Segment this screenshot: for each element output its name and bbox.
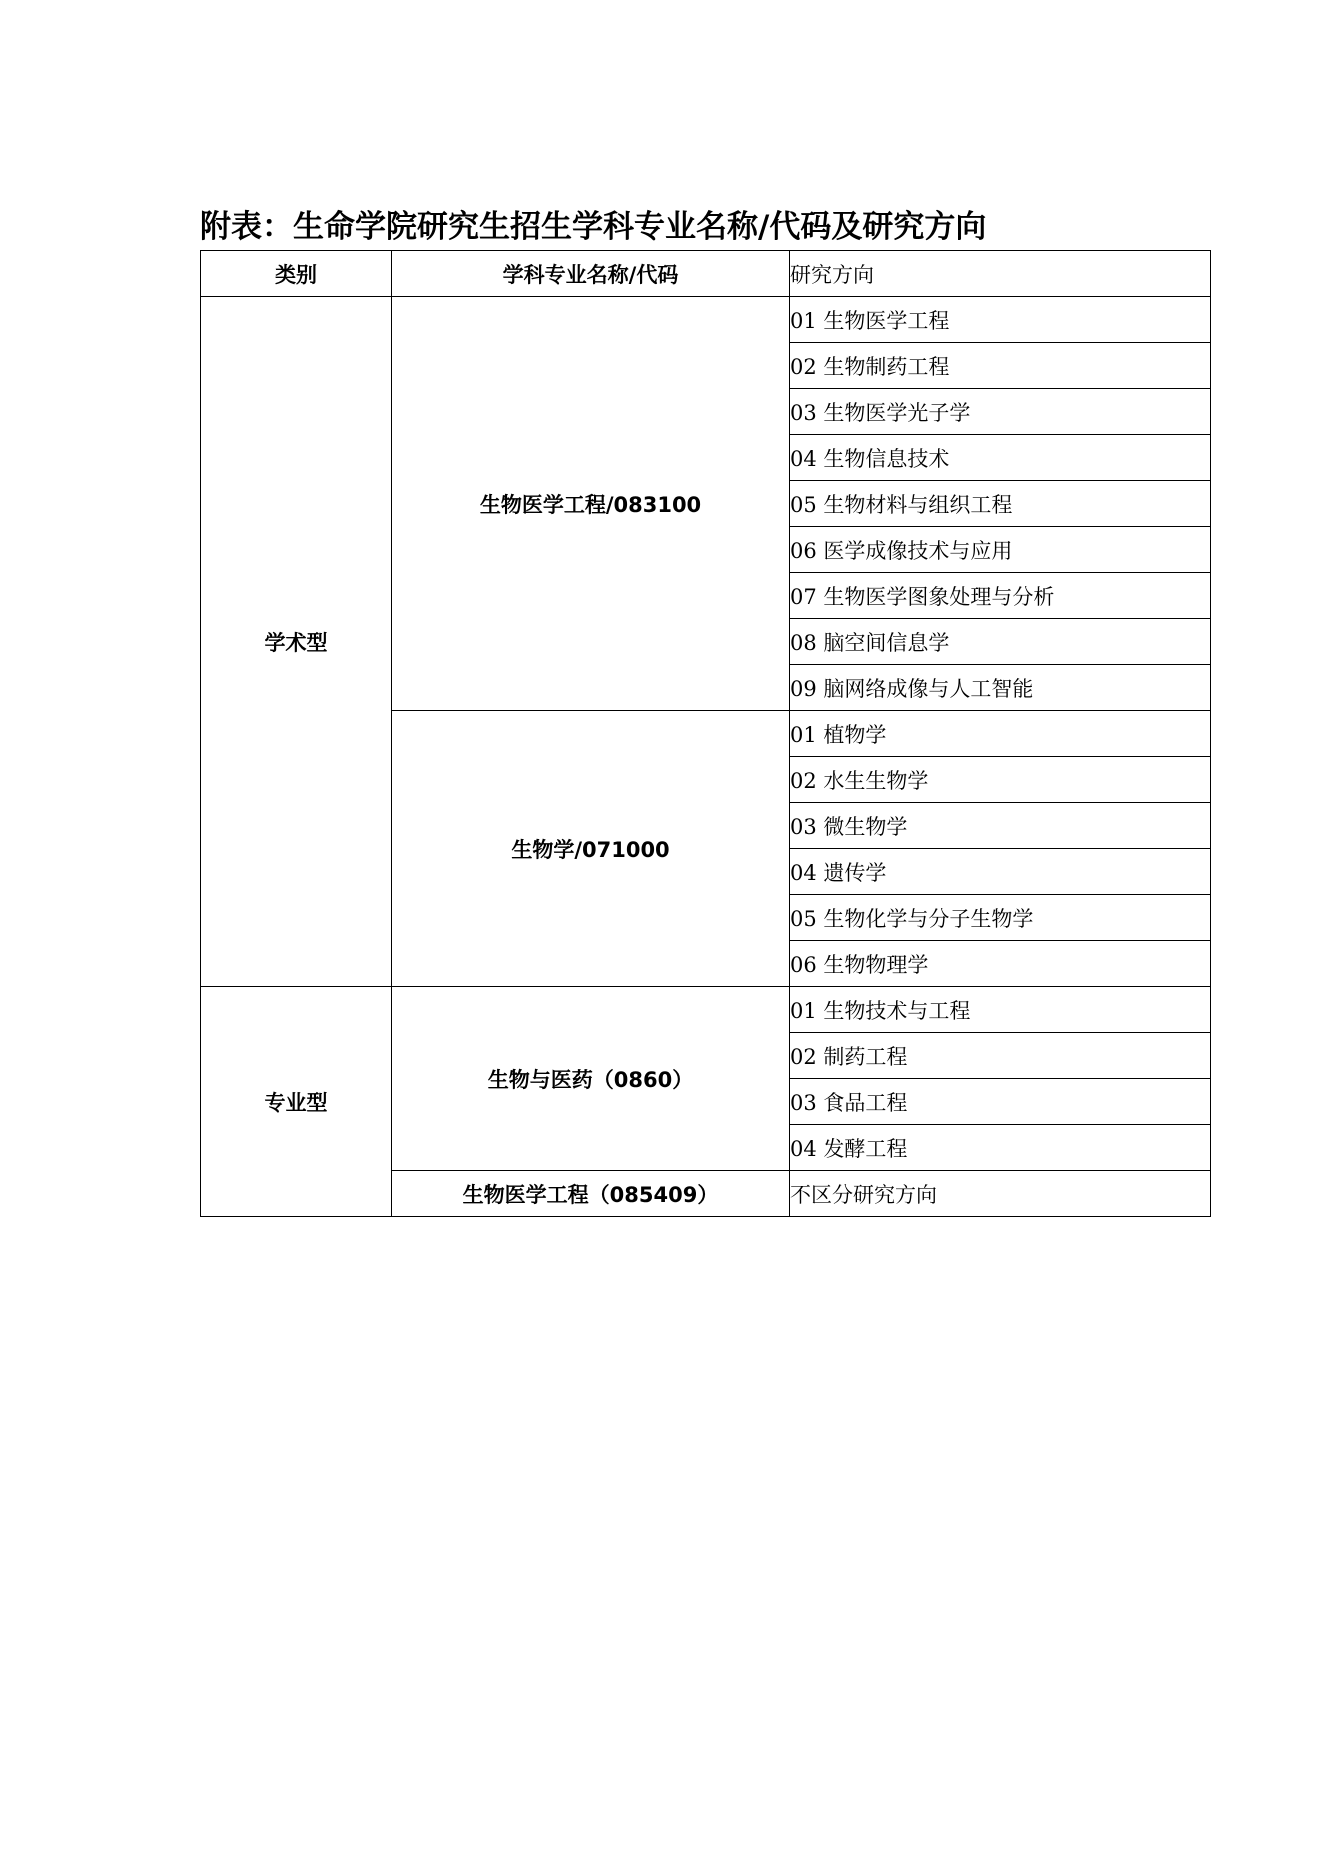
direction-cell: 07 生物医学图象处理与分析 — [790, 573, 1211, 619]
major-cell: 生物医学工程/083100 — [392, 297, 790, 711]
table-body — [201, 251, 1211, 1217]
table-row — [201, 987, 1211, 1033]
direction-cell: 03 生物医学光子学 — [790, 389, 1211, 435]
direction-cell: 01 植物学 — [790, 711, 1211, 757]
direction-cell: 06 生物物理学 — [790, 941, 1211, 987]
header-major: 学科专业名称/代码 — [392, 251, 790, 297]
direction-cell: 02 生物制药工程 — [790, 343, 1211, 389]
majors-table — [200, 250, 1211, 1217]
header-category: 类别 — [201, 251, 392, 297]
direction-cell: 03 微生物学 — [790, 803, 1211, 849]
major-cell: 生物与医药（0860） — [392, 987, 790, 1171]
direction-cell: 04 生物信息技术 — [790, 435, 1211, 481]
major-cell: 生物医学工程（085409） — [392, 1171, 790, 1217]
direction-cell: 02 水生生物学 — [790, 757, 1211, 803]
direction-cell: 02 制药工程 — [790, 1033, 1211, 1079]
direction-cell: 01 生物技术与工程 — [790, 987, 1211, 1033]
direction-cell: 01 生物医学工程 — [790, 297, 1211, 343]
category-cell: 学术型 — [201, 297, 392, 987]
category-cell: 专业型 — [201, 987, 392, 1217]
direction-cell: 08 脑空间信息学 — [790, 619, 1211, 665]
direction-cell: 06 医学成像技术与应用 — [790, 527, 1211, 573]
direction-cell: 05 生物化学与分子生物学 — [790, 895, 1211, 941]
direction-cell: 04 发酵工程 — [790, 1125, 1211, 1171]
direction-cell: 05 生物材料与组织工程 — [790, 481, 1211, 527]
header-direction: 研究方向 — [790, 251, 1211, 297]
direction-cell: 04 遗传学 — [790, 849, 1211, 895]
direction-cell: 09 脑网络成像与人工智能 — [790, 665, 1211, 711]
major-cell: 生物学/071000 — [392, 711, 790, 987]
direction-cell: 不区分研究方向 — [790, 1171, 1211, 1217]
page-title: 附表：生命学院研究生招生学科专业名称/代码及研究方向 — [200, 209, 987, 245]
table-row — [201, 297, 1211, 343]
header-row — [201, 251, 1211, 297]
direction-cell: 03 食品工程 — [790, 1079, 1211, 1125]
